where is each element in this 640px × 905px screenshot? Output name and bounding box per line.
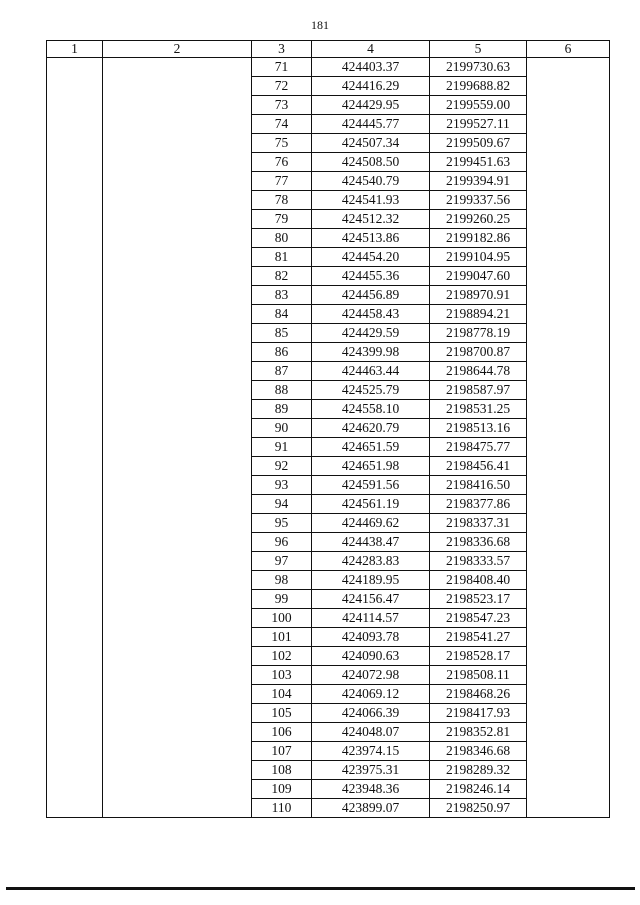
point-number-cell: 98 — [252, 571, 312, 590]
coord-y-cell: 2198531.25 — [430, 400, 527, 419]
coord-x-cell: 424093.78 — [312, 628, 430, 647]
point-number-cell: 102 — [252, 647, 312, 666]
header-col-6: 6 — [527, 41, 610, 58]
coord-y-cell: 2198352.81 — [430, 723, 527, 742]
point-number-cell: 75 — [252, 134, 312, 153]
coordinates-table — [46, 40, 610, 818]
coord-x-cell: 424540.79 — [312, 172, 430, 191]
coord-y-cell: 2199451.63 — [430, 153, 527, 172]
coord-x-cell: 424048.07 — [312, 723, 430, 742]
coord-y-cell: 2198644.78 — [430, 362, 527, 381]
coord-y-cell: 2198468.26 — [430, 685, 527, 704]
coord-y-cell: 2199104.95 — [430, 248, 527, 267]
point-number-cell: 77 — [252, 172, 312, 191]
coord-y-cell: 2198523.17 — [430, 590, 527, 609]
point-number-cell: 108 — [252, 761, 312, 780]
coord-x-cell: 423974.15 — [312, 742, 430, 761]
point-number-cell: 104 — [252, 685, 312, 704]
coord-y-cell: 2198346.68 — [430, 742, 527, 761]
coord-y-cell: 2199260.25 — [430, 210, 527, 229]
coord-x-cell: 424458.43 — [312, 305, 430, 324]
point-number-cell: 96 — [252, 533, 312, 552]
coord-y-cell: 2199509.67 — [430, 134, 527, 153]
header-col-4: 4 — [312, 41, 430, 58]
coord-y-cell: 2199337.56 — [430, 191, 527, 210]
coord-y-cell: 2198250.97 — [430, 799, 527, 818]
coord-x-cell: 424456.89 — [312, 286, 430, 305]
point-number-cell: 100 — [252, 609, 312, 628]
point-number-cell: 91 — [252, 438, 312, 457]
coord-y-cell: 2198508.11 — [430, 666, 527, 685]
point-number-cell: 84 — [252, 305, 312, 324]
table-body — [47, 58, 610, 818]
point-number-cell: 90 — [252, 419, 312, 438]
coord-x-cell: 424416.29 — [312, 77, 430, 96]
point-number-cell: 110 — [252, 799, 312, 818]
coord-x-cell: 424399.98 — [312, 343, 430, 362]
coord-x-cell: 424651.59 — [312, 438, 430, 457]
coord-y-cell: 2198700.87 — [430, 343, 527, 362]
header-col-3: 3 — [252, 41, 312, 58]
coord-x-cell: 424283.83 — [312, 552, 430, 571]
point-number-cell: 71 — [252, 58, 312, 77]
coord-y-cell: 2198336.68 — [430, 533, 527, 552]
coord-y-cell: 2199730.63 — [430, 58, 527, 77]
point-number-cell: 95 — [252, 514, 312, 533]
point-number-cell: 81 — [252, 248, 312, 267]
point-number-cell: 109 — [252, 780, 312, 799]
coord-y-cell: 2198377.86 — [430, 495, 527, 514]
page-number: 181 — [311, 18, 329, 32]
point-number-cell: 105 — [252, 704, 312, 723]
coord-y-cell: 2199688.82 — [430, 77, 527, 96]
coord-x-cell: 424189.95 — [312, 571, 430, 590]
coord-x-cell: 424541.93 — [312, 191, 430, 210]
coord-x-cell: 424156.47 — [312, 590, 430, 609]
empty-cell-col-6 — [527, 58, 610, 818]
coord-x-cell: 424469.62 — [312, 514, 430, 533]
coord-y-cell: 2199182.86 — [430, 229, 527, 248]
coord-x-cell: 424513.86 — [312, 229, 430, 248]
point-number-cell: 89 — [252, 400, 312, 419]
coord-x-cell: 424455.36 — [312, 267, 430, 286]
coord-y-cell: 2198970.91 — [430, 286, 527, 305]
point-number-cell: 101 — [252, 628, 312, 647]
point-number-cell: 72 — [252, 77, 312, 96]
coord-x-cell: 424561.19 — [312, 495, 430, 514]
coord-y-cell: 2198778.19 — [430, 324, 527, 343]
coord-x-cell: 424512.32 — [312, 210, 430, 229]
coord-y-cell: 2198417.93 — [430, 704, 527, 723]
coord-y-cell: 2198289.32 — [430, 761, 527, 780]
footer-rule — [6, 887, 635, 890]
point-number-cell: 82 — [252, 267, 312, 286]
coord-x-cell: 424114.57 — [312, 609, 430, 628]
empty-cell-col-1 — [47, 58, 103, 818]
header-col-5: 5 — [430, 41, 527, 58]
header-col-2: 2 — [103, 41, 252, 58]
coord-x-cell: 423948.36 — [312, 780, 430, 799]
coord-x-cell: 424429.95 — [312, 96, 430, 115]
coord-y-cell: 2198475.77 — [430, 438, 527, 457]
coord-y-cell: 2198333.57 — [430, 552, 527, 571]
point-number-cell: 74 — [252, 115, 312, 134]
point-number-cell: 106 — [252, 723, 312, 742]
coord-y-cell: 2198587.97 — [430, 381, 527, 400]
coord-x-cell: 424651.98 — [312, 457, 430, 476]
coord-y-cell: 2199559.00 — [430, 96, 527, 115]
coord-x-cell: 424445.77 — [312, 115, 430, 134]
point-number-cell: 78 — [252, 191, 312, 210]
header-col-1: 1 — [47, 41, 103, 58]
coord-x-cell: 424069.12 — [312, 685, 430, 704]
coord-y-cell: 2198528.17 — [430, 647, 527, 666]
point-number-cell: 99 — [252, 590, 312, 609]
coord-y-cell: 2199527.11 — [430, 115, 527, 134]
point-number-cell: 92 — [252, 457, 312, 476]
coord-x-cell: 424463.44 — [312, 362, 430, 381]
coord-x-cell: 424620.79 — [312, 419, 430, 438]
point-number-cell: 86 — [252, 343, 312, 362]
point-number-cell: 79 — [252, 210, 312, 229]
coord-x-cell: 424525.79 — [312, 381, 430, 400]
coord-y-cell: 2198246.14 — [430, 780, 527, 799]
coord-y-cell: 2198337.31 — [430, 514, 527, 533]
coord-y-cell: 2198456.41 — [430, 457, 527, 476]
point-number-cell: 76 — [252, 153, 312, 172]
point-number-cell: 85 — [252, 324, 312, 343]
coord-y-cell: 2199047.60 — [430, 267, 527, 286]
coord-x-cell: 424508.50 — [312, 153, 430, 172]
coord-x-cell: 424090.63 — [312, 647, 430, 666]
point-number-cell: 80 — [252, 229, 312, 248]
coord-x-cell: 424591.56 — [312, 476, 430, 495]
point-number-cell: 73 — [252, 96, 312, 115]
coord-x-cell: 424454.20 — [312, 248, 430, 267]
coord-x-cell: 424438.47 — [312, 533, 430, 552]
point-number-cell: 97 — [252, 552, 312, 571]
coord-y-cell: 2198541.27 — [430, 628, 527, 647]
coord-x-cell: 423899.07 — [312, 799, 430, 818]
table-row — [47, 58, 610, 77]
coord-y-cell: 2199394.91 — [430, 172, 527, 191]
coord-x-cell: 424066.39 — [312, 704, 430, 723]
coord-x-cell: 423975.31 — [312, 761, 430, 780]
coord-x-cell: 424072.98 — [312, 666, 430, 685]
coord-x-cell: 424507.34 — [312, 134, 430, 153]
point-number-cell: 93 — [252, 476, 312, 495]
point-number-cell: 83 — [252, 286, 312, 305]
coord-y-cell: 2198547.23 — [430, 609, 527, 628]
point-number-cell: 107 — [252, 742, 312, 761]
coord-y-cell: 2198408.40 — [430, 571, 527, 590]
header-row — [47, 41, 610, 58]
empty-cell-col-2 — [103, 58, 252, 818]
point-number-cell: 94 — [252, 495, 312, 514]
coord-x-cell: 424403.37 — [312, 58, 430, 77]
coord-x-cell: 424558.10 — [312, 400, 430, 419]
point-number-cell: 88 — [252, 381, 312, 400]
point-number-cell: 87 — [252, 362, 312, 381]
coord-y-cell: 2198416.50 — [430, 476, 527, 495]
coord-y-cell: 2198894.21 — [430, 305, 527, 324]
point-number-cell: 103 — [252, 666, 312, 685]
coord-y-cell: 2198513.16 — [430, 419, 527, 438]
coord-x-cell: 424429.59 — [312, 324, 430, 343]
